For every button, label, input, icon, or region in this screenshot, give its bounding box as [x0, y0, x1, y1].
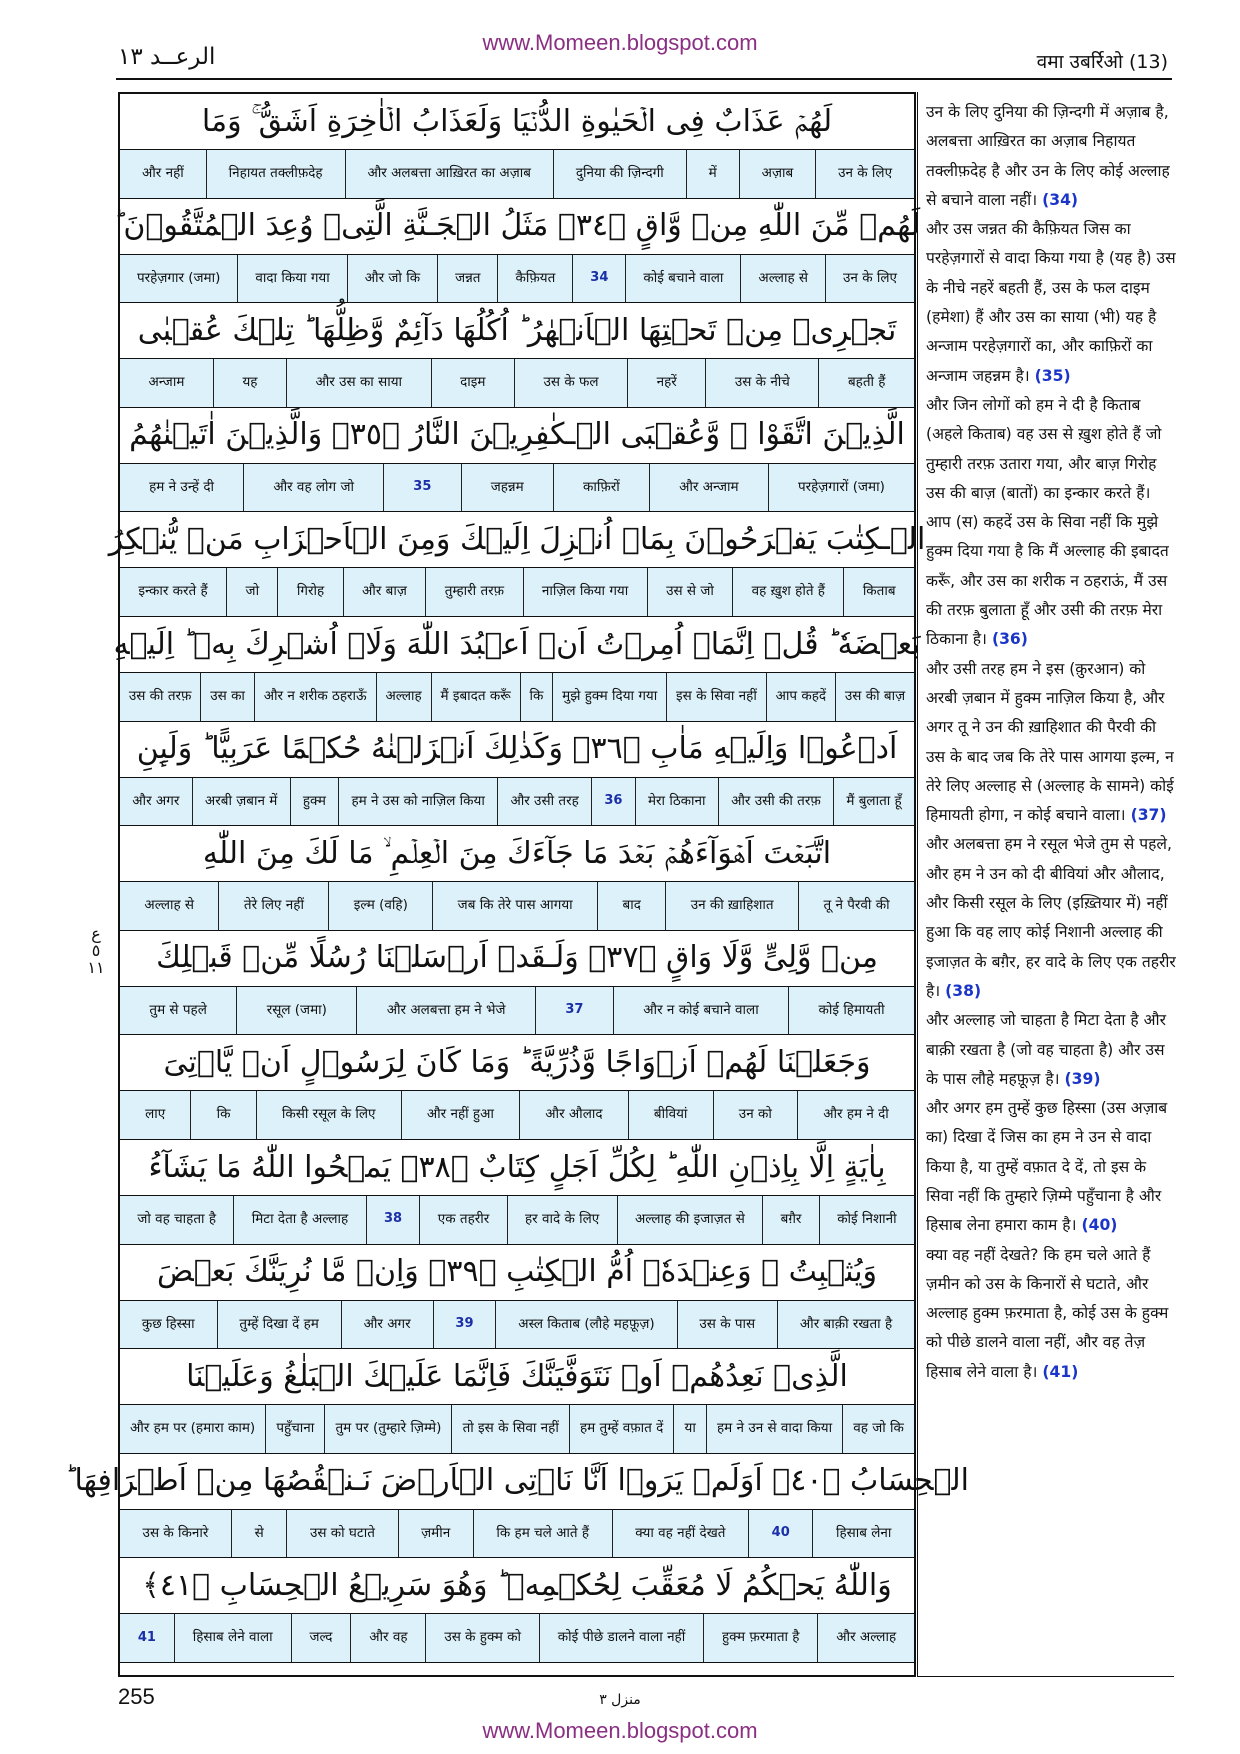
word-meaning-cell: एक तहरीर — [419, 1196, 506, 1244]
word-meaning-cell: जो — [226, 568, 277, 616]
arabic-line: الۡـكِتٰبَ يَفۡرَحُوۡنَ بِمَاۤ اُنۡزِلَ اِلَيۡكَ وَمِنَ الۡاَحۡزَابِ مَنۡ يُّنۡكِرُ — [120, 512, 914, 568]
verse-number-cell: 38 — [366, 1196, 420, 1244]
word-meaning-cell: उन के लिए — [825, 255, 914, 303]
word-translation-row — [120, 464, 914, 513]
word-meaning-cell: कुछ हिस्सा — [141, 1315, 195, 1332]
word-meaning-cell: कि — [190, 1091, 255, 1139]
arabic-line: وَجَعَلۡنَا لَهُمۡ اَزۡوَاجًا وَّذُرِّيَّةً ؕ وَمَا كَانَ لِرَسُوۡلٍ اَنۡ يَّاۡتِىَ — [120, 1035, 914, 1091]
translation-paragraph — [926, 1094, 1176, 1240]
word-meaning-cell: परहेज़गार (जमा) — [136, 269, 221, 286]
verse-number: (40) — [1081, 1216, 1118, 1235]
verse-number-cell: 35 — [383, 464, 460, 512]
verse-number-cell: 37 — [535, 987, 613, 1035]
word-meaning-cell: उस के हुक्म को — [425, 1614, 538, 1662]
word-meaning-cell: नाज़िल किया गया — [523, 568, 647, 616]
word-meaning-cell: बहती हैं — [818, 359, 914, 407]
word-meaning-cell: कि हम चले आते हैं — [473, 1510, 612, 1558]
word-meaning-cell: हुक्म — [290, 778, 339, 826]
arabic-line: وَيُثۡبِتُ ۖ وَعِنۡدَهٗۤ اُمُّ الۡكِتٰبِ ﴿٣٩﴾ وَاِنۡ مَّا نُرِيَنَّكَ بَعۡضَ — [120, 1245, 914, 1301]
word-translation-row — [120, 150, 914, 199]
word-meaning-cell: और हम ने दी — [797, 1091, 914, 1139]
word-meaning-cell: उस के फल — [514, 359, 627, 407]
word-meaning-cell: गिरोह — [277, 568, 342, 616]
word-meaning-cell: कोई पीछे डालने वाला नहीं — [539, 1614, 703, 1662]
word-meaning-cell: और अन्जाम — [649, 464, 768, 512]
verse-number: (38) — [945, 981, 982, 1000]
arabic-line: بِاٰيَةٍ اِلَّا بِاِذۡنِ اللّٰهِ ؕ لِكُلِّ اَجَلٍ كِتَابٌ ﴿٣٨﴾ يَمۡحُوا اللّٰهُ مَا يَشَآءُ — [120, 1140, 914, 1196]
word-meaning-cell: और वह लोग जो — [243, 464, 383, 512]
word-meaning-cell: और अलबत्ता हम ने भेजे — [356, 987, 535, 1035]
word-translation-row — [120, 359, 914, 408]
word-meaning-cell: यह — [213, 359, 286, 407]
verse-number: (36) — [991, 630, 1028, 649]
word-meaning-cell: मैं इबादत करूँ — [431, 673, 520, 721]
word-meaning-cell: जहन्नम — [461, 464, 553, 512]
word-meaning-cell: या — [673, 1405, 706, 1453]
verse-number: (39) — [1064, 1069, 1101, 1088]
word-meaning-cell: रसूल (जमा) — [236, 987, 356, 1035]
word-meaning-cell: अज़ाब — [739, 150, 815, 198]
translation-panel — [926, 98, 1176, 1387]
translation-paragraph — [926, 1006, 1176, 1094]
translation-paragraph — [926, 391, 1176, 655]
word-meaning-cell: उस के पास — [677, 1301, 778, 1349]
word-meaning-cell: जब कि तेरे पास आगया — [432, 882, 597, 930]
bottom-rule — [917, 1676, 1174, 1677]
word-meaning-cell: उन को — [713, 1091, 797, 1139]
word-meaning-cell: आप कहदें — [766, 673, 835, 721]
word-translation-row — [120, 255, 914, 304]
word-meaning-cell: और हम पर (हमारा काम) — [130, 1420, 256, 1437]
word-meaning-cell: और उसी की तरफ़ — [718, 778, 833, 826]
word-meaning-cell: उन के लिए — [815, 150, 914, 198]
word-meaning-cell: कैफ़ियत — [497, 255, 572, 303]
word-meaning-cell: और बाक़ी रखता है — [777, 1301, 914, 1349]
word-meaning-cell: अस्ल किताब (लौहे महफ़ूज़) — [495, 1301, 676, 1349]
arabic-line: تَجۡرِىۡ مِنۡ تَحۡتِهَا الۡاَنۡهٰرُ ؕ اُكُلُهَا دَآئِمٌ وَّظِلُّهَا ؕ تِلۡكَ عُقۡبٰى — [120, 303, 914, 359]
verse-number-cell: 39 — [433, 1301, 496, 1349]
word-meaning-cell: अल्लाह की इजाज़त से — [617, 1196, 763, 1244]
word-meaning-cell: हिसाब लेने वाला — [174, 1614, 291, 1662]
word-meaning-cell: क्या वह नहीं देखते — [612, 1510, 748, 1558]
word-translation-row — [120, 673, 914, 722]
word-meaning-cell: कोई हिमायती — [788, 987, 914, 1035]
word-translation-row — [120, 568, 914, 617]
translation-text: उन के लिए दुनिया की ज़िन्दगी में अज़ाब है, अलबत्ता आख़िरत का अज़ाब निहायत तक्लीफ़देह है और उन के लिए कोई अल्लाह से बचाने वाला नहीं। — [926, 103, 1170, 209]
word-translation-row — [120, 778, 914, 827]
word-meaning-cell: दाइम — [431, 359, 514, 407]
page-number: 255 — [118, 1684, 155, 1709]
word-meaning-cell: वह जो कि — [842, 1405, 914, 1453]
translation-paragraph — [926, 215, 1176, 391]
word-meaning-cell: उस की बाज़ — [835, 673, 914, 721]
word-meaning-cell: बाद — [597, 882, 665, 930]
word-meaning-cell: और जो कि — [347, 255, 437, 303]
word-meaning-cell: ज़मीन — [398, 1510, 473, 1558]
word-translation-row — [120, 1196, 914, 1245]
ruku-count: ١١ — [87, 957, 105, 977]
word-meaning-cell: हम ने उस को नाज़िल किया — [338, 778, 497, 826]
word-meaning-cell: अल्लाह — [376, 673, 431, 721]
word-meaning-cell: अरबी ज़बान में — [192, 778, 290, 826]
word-meaning-cell: तुम से पहले — [149, 1001, 207, 1018]
word-meaning-cell: और नहीं हुआ — [401, 1091, 519, 1139]
translation-text: और अलबत्ता हम ने रसूल भेजे तुम से पहले, और हम ने उन को दी बीवियां और औलाद, और किसी रसूल के लिए (इख़्तियार में) नहीं हुआ कि वह लाए कोई निशानी अल्लाह की इजाज़त के बग़ैर, हर वादे के लिए एक तहरीर है। — [926, 835, 1176, 1000]
arabic-line: الَّذِيۡنَ اتَّقَوْا ۖ وَّعُقۡبَى الۡـكٰفِرِيۡنَ النَّارُ ﴿٣٥﴾ وَالَّذِيۡنَ اٰتَيۡنٰهُمُ — [120, 408, 914, 464]
word-meaning-cell: मिटा देता है अल्लाह — [233, 1196, 365, 1244]
word-meaning-cell: तू ने पैरवी की — [798, 882, 914, 930]
footer-website: www.Momeen.blogspot.com — [482, 1718, 758, 1743]
word-meaning-cell: बीवियां — [628, 1091, 713, 1139]
surah-title: الرعــد ١٣ — [118, 44, 216, 70]
header-rule — [116, 78, 1172, 80]
arabic-line: لَهُمۡ عَذَابٌ فِى الۡحَيٰوةِ الدُّنۡيَا وَلَعَذَابُ الۡاٰخِرَةِ اَشَقُّ ۚ وَمَا — [120, 94, 914, 150]
word-meaning-cell: और बाज़ — [343, 568, 426, 616]
word-meaning-cell: उस की तरफ़ — [128, 688, 192, 705]
word-meaning-cell: से — [231, 1510, 286, 1558]
word-meaning-cell: जो वह चाहता है — [137, 1211, 217, 1228]
ruku-marker — [80, 926, 112, 976]
para-title: वमा उबर्रिओ (13) — [1036, 51, 1168, 73]
word-meaning-cell: और न कोई बचाने वाला — [613, 987, 788, 1035]
arabic-line: مِنۡ وَّلِىٍّ وَّلَا وَاقٍ ﴿٣٧﴾ وَلَـقَدۡ اَرۡسَلۡنَا رُسُلًا مِّنۡ قَبۡلِكَ — [120, 931, 914, 987]
arabic-line: اَدۡعُوۡا وَاِلَيۡهِ مَاٰبِ ﴿٣٦﴾ وَكَذٰلِكَ اَنۡزَلۡنٰهُ حُكۡمًا عَرَبِيًّا ؕ وَلَٮِٕنِ — [120, 722, 914, 778]
word-meaning-cell: हिसाब लेना — [812, 1510, 914, 1558]
word-meaning-cell: उस के किनारे — [142, 1524, 209, 1541]
word-meaning-cell: लाए — [145, 1106, 166, 1123]
word-meaning-cell: दुनिया की ज़िन्दगी — [553, 150, 686, 198]
arabic-line: لَهُمۡ مِّنَ اللّٰهِ مِنۡ وَّاقٍ ﴿٣٤﴾ مَثَلُ الۡجَـنَّةِ الَّتِىۡ وُعِدَ الۡمُتَّقُوۡنَ ؕ — [120, 199, 914, 255]
word-meaning-cell: अन्जाम — [148, 374, 185, 391]
verse-number-cell: 36 — [591, 778, 635, 826]
ruku-number: ٥ — [91, 940, 101, 960]
word-meaning-cell: तुम्हें दिखा दें हम — [217, 1301, 341, 1349]
verse-number-cell: 40 — [748, 1510, 812, 1558]
translation-paragraph — [926, 830, 1176, 1006]
word-meaning-cell: काफ़िरों — [553, 464, 649, 512]
translation-paragraph — [926, 655, 1176, 831]
word-meaning-cell: बग़ैर — [762, 1196, 819, 1244]
word-meaning-cell: हुक्म फ़रमाता है — [703, 1614, 817, 1662]
word-translation-row — [120, 882, 914, 931]
word-meaning-cell: हर वादे के लिए — [507, 1196, 617, 1244]
word-meaning-cell: तो इस के सिवा नहीं — [451, 1405, 568, 1453]
verse-number: (37) — [1130, 806, 1167, 825]
translation-text: और उसी तरह हम ने इस (क़ुरआन) को अरबी ज़बान में हुक्म नाज़िल किया है, और अगर तू ने उन की ख़ाहिशात की पैरवी की उस के बाद जब कि तेरे पास आगया इल्म, न तेरे लिए अल्लाह से (अल्लाह के सामने) कोई हिमायती होगा, न कोई बचाने वाला। — [926, 659, 1174, 825]
word-meaning-cell: उस से जो — [647, 568, 733, 616]
word-meaning-cell: तेरे लिए नहीं — [218, 882, 328, 930]
word-meaning-cell: कोई बचाने वाला — [625, 255, 740, 303]
word-meaning-cell: अल्लाह से — [144, 897, 195, 914]
word-meaning-cell: मुझे हुक्म दिया गया — [552, 673, 666, 721]
arabic-line: الۡحِسَابُ ﴿٤٠﴾ اَوَلَمۡ يَرَوۡا اَنَّا نَاۡتِى الۡاَرۡضَ نَـنۡقُصُهَا مِنۡ اَطۡرَافِهَا ؕ — [120, 1454, 914, 1510]
word-meaning-cell: इस के सिवा नहीं — [666, 673, 766, 721]
ruku-symbol: ع — [91, 924, 101, 943]
word-meaning-cell: वह ख़ुश होते हैं — [732, 568, 843, 616]
verse-number: (34) — [1042, 190, 1079, 209]
translation-text: और उस जन्नत की कैफ़ियत जिस का परहेज़गारों से वादा किया गया है (यह है) उस के नीचे नहरें बहती हैं, उस के फल दाइम (हमेशा) हैं और उस का साया (भी) यह है अन्जाम परहेज़गारों का, और काफ़िरों का अन्जाम जहन्नम है। — [926, 220, 1176, 385]
word-meaning-cell: और अगर — [341, 1301, 433, 1349]
word-meaning-cell: पहुँचाना — [265, 1405, 324, 1453]
arabic-line: اتَّبَعۡتَ اَهۡوَآءَهُمۡ بَعۡدَ مَا جَآءَكَ مِنَ الۡعِلۡمِ ۙ مَا لَكَ مِنَ اللّٰهِ — [120, 826, 914, 882]
word-translation-row — [120, 1614, 914, 1663]
verse-number-cell: 34 — [572, 255, 625, 303]
word-meaning-cell: और न शरीक ठहराऊँ — [254, 673, 376, 721]
word-meaning-cell: अल्लाह से — [740, 255, 825, 303]
word-translation-row — [120, 1301, 914, 1350]
word-meaning-cell: किताब — [843, 568, 914, 616]
word-meaning-cell: और नहीं — [141, 165, 184, 182]
word-meaning-cell: उस को घटाते — [286, 1510, 397, 1558]
translation-paragraph — [926, 98, 1176, 215]
word-meaning-cell: निहायत तक्लीफ़देह — [206, 150, 345, 198]
word-meaning-cell: इन्कार करते हैं — [138, 583, 208, 600]
word-meaning-cell: परहेज़गारों (जमा) — [768, 464, 914, 512]
column-divider — [917, 92, 918, 1677]
word-meaning-cell: उस के नीचे — [705, 359, 818, 407]
word-meaning-cell: कोई निशानी — [819, 1196, 914, 1244]
arabic-line: الَّذِىۡ نَعِدُهُمۡ اَوۡ نَتَوَفَّيَنَّكَ فَاِنَّمَا عَلَيۡكَ الۡبَلٰغُ وَعَلَيۡنَا — [120, 1349, 914, 1405]
word-meaning-cell: इल्म (वहि) — [328, 882, 432, 930]
word-meaning-cell: उन की ख़ाहिशात — [665, 882, 798, 930]
word-meaning-cell: और अलबत्ता आख़िरत का अज़ाब — [345, 150, 553, 198]
word-meaning-cell: जन्नत — [437, 255, 497, 303]
word-meaning-cell: वादा किया गया — [237, 255, 346, 303]
arabic-line: بَعۡضَهٗ ؕ قُلۡ اِنَّمَاۤ اُمِرۡتُ اَنۡ اَعۡبُدَ اللّٰهَ وَلَاۤ اُشۡرِكَ بِهٖ ؕ اِلَيۡهِ — [120, 617, 914, 673]
word-meaning-cell: तुम पर (तुम्हारे ज़िम्मे) — [324, 1405, 451, 1453]
word-meaning-cell: और वह — [350, 1614, 425, 1662]
manzil-label: منزل ٣ — [599, 1692, 641, 1708]
word-meaning-cell: और उसी तरह — [497, 778, 591, 826]
word-meaning-cell: हम ने उन से वादा किया — [706, 1405, 842, 1453]
word-meaning-cell: में — [686, 150, 739, 198]
translation-text: और जिन लोगों को हम ने दी है किताब (अहले किताब) वह उस से ख़ुश होते हैं जो तुम्हारी तरफ़ उतारा गया, और बाज़ गिरोह उस की बाज़ (बातों) का इन्कार करते हैं। आप (स) कहदें उस के सिवा नहीं कि मुझे हुक्म दिया गया है कि मैं अल्लाह की इबादत करूँ, और उस का शरीक न ठहराऊं, मैं उस की तरफ़ बुलाता हूँ और उसी की तरफ़ मेरा ठिकाना है। — [926, 395, 1169, 649]
translation-text: और अगर हम तुम्हें कुछ हिस्सा (उस अज़ाब का) दिखा दें जिस का हम ने उन से वादा किया है, या तुम्हें वफ़ात दे दें, तो इस के सिवा नहीं कि तुम्हारे ज़िम्मे पहुँचाना है और हिसाब लेना हमारा काम है। — [926, 1099, 1168, 1235]
word-translation-row — [120, 1405, 914, 1454]
word-meaning-cell: नहरें — [627, 359, 705, 407]
word-meaning-cell: और औलाद — [519, 1091, 628, 1139]
translation-text: क्या वह नहीं देखते? कि हम चले आते हैं ज़मीन को उस के किनारों से घटाते, और अल्लाह हुक्म फ़रमाता है, कोई उस के हुक्म को पीछे डालने वाला नहीं, और वह तेज़ हिसाब लेने वाला है। — [926, 1245, 1169, 1381]
translation-paragraph — [926, 1241, 1176, 1387]
header-website: www.Momeen.blogspot.com — [482, 30, 758, 55]
arabic-line: وَاللّٰهُ يَحۡكُمُ لَا مُعَقِّبَ لِحُكۡمِهٖ ؕ وَهُوَ سَرِيۡعُ الۡحِسَابِ ﴿٤١﴾ — [120, 1558, 914, 1614]
word-meaning-cell: और अल्लाह — [817, 1614, 914, 1662]
word-translation-row — [120, 1091, 914, 1140]
word-translation-row — [120, 987, 914, 1036]
word-meaning-cell: और अगर — [132, 792, 180, 809]
word-meaning-cell: किसी रसूल के लिए — [256, 1091, 401, 1139]
word-meaning-cell: मैं बुलाता हूँ — [833, 778, 914, 826]
verse-number: (35) — [1034, 366, 1071, 385]
word-meaning-cell: मेरा ठिकाना — [635, 778, 718, 826]
word-translation-row — [120, 1510, 914, 1559]
word-meaning-cell: कि — [520, 673, 553, 721]
verse-number-cell: 41 — [137, 1629, 156, 1645]
word-meaning-cell: और उस का साया — [286, 359, 431, 407]
word-meaning-cell: हम तुम्हें वफ़ात दें — [569, 1405, 674, 1453]
word-meaning-cell: हम ने उन्हें दी — [149, 478, 214, 495]
word-meaning-cell: जल्द — [291, 1614, 351, 1662]
word-meaning-cell: उस का — [200, 673, 253, 721]
word-meaning-cell: तुम्हारी तरफ़ — [425, 568, 522, 616]
verse-number: (41) — [1042, 1362, 1079, 1381]
translation-text: और अल्लाह जो चाहता है मिटा देता है और बाक़ी रखता है (जो वह चाहता है) और उस के पास लौहे महफ़ूज़ है। — [926, 1011, 1166, 1088]
